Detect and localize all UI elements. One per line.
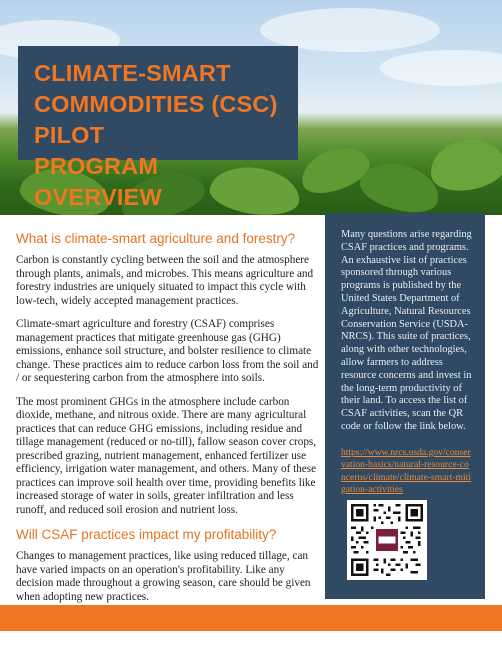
paragraph: Carbon is constantly cycling between the soil and the atmosphere through plants, animals, and microbes. This means agriculture and forestry industries are uniquely situated to impact this cycle with low-tech, widely accepted management practices.: [16, 254, 314, 307]
cloud: [380, 50, 502, 86]
paragraph: Climate-smart agriculture and forestry (CSAF) comprises management practices that mitigate greenhouse gas (GHG) emissions, enhance soil structure, and bolster resilience to climate change. These practices aim to reduce carbon loss from the soil and / or sequestering carbon from the atmosphere into soils.: [16, 318, 319, 384]
section-heading-profitability: Will CSAF practices impact my profitability?: [16, 527, 277, 542]
leaf: [426, 134, 502, 196]
paragraph: The most prominent GHGs in the atmosphere include carbon dioxide, methane, and nitrous oxide. There are many agricultural practices that can reduce GHG emissions, including residue and tillage management (reduced or no-till), fallow season cover crops, prescribed grazing, nutrient management, enhanced fertilizer use efficiency, irrigation water management, and others. Many of these practices can improve soil health over time, providing benefits like increased storage of water in soils, greater infiltration and less runoff, and reduced soil erosion and nutrient loss.: [16, 395, 317, 516]
sidebar: [325, 213, 485, 599]
main-column: [16, 231, 320, 614]
title-box: [18, 46, 298, 210]
qr-code-icon[interactable]: [347, 500, 427, 580]
sidebar-text: Many questions arise regarding CSAF practices and programs. An exhaustive list of practices sponsored through various programs is published by the United States Department of Agriculture, Natural Resources Conservation Service (USDA-NRCS). This suite of practices, along with other technologies, allow farmers to address resource concerns and invest in the long-term productivity of their land. To access the list of CSAF activities, scan the QR code or follow the link below.: [341, 229, 472, 432]
page-title: CLIMATE-SMART COMMODITIES (CSC) PILOT PROGRAM OVERVIEW: [34, 60, 278, 210]
nrcs-link[interactable]: https://www.nrcs.usda.gov/conservation-basics/natural-resource-concerns/climate/climate-smart-mitigation-activities: [341, 446, 471, 496]
hero-banner: [0, 0, 502, 215]
section-heading-csaf: What is climate-smart agriculture and forestry?: [16, 231, 296, 246]
paragraph: Changes to management practices, like using reduced tillage, can have varied impacts on an operation's profitability. Like any decision made throughout a growing season, care should be given when adopting new practices.: [16, 550, 311, 603]
footer-accent-bar: [0, 605, 502, 631]
